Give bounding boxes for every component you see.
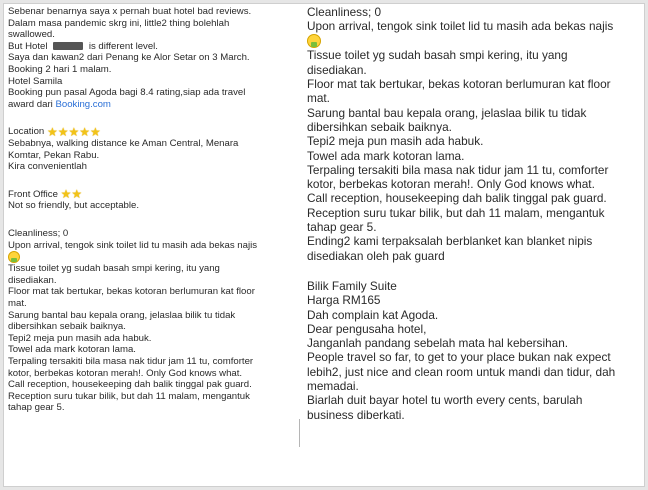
but-hotel-suffix: is different level. (88, 40, 158, 52)
suite-line: Janganlah pandang sebelah mata hal kebersihan. (307, 336, 569, 351)
suite-line: Biarlah duit bayar hotel tu worth every cents, barulah (307, 393, 583, 408)
star-icon: ★ (90, 124, 101, 139)
suite-line: Dear pengusaha hotel, (307, 321, 427, 336)
front-office-heading (8, 189, 294, 201)
front-office-label: Front Office (8, 188, 58, 200)
star-icon: ★ (68, 124, 80, 139)
location-stars (47, 126, 101, 137)
cleanliness-line: Reception suru tukar bilik, but dah 11 malam, mengantuk (307, 205, 605, 220)
cleanliness-line: Sarung bantal bau kepala orang, jelaslaa bilik tu tidak (307, 105, 587, 120)
cleanliness-line: Tissue toilet yg sudah basah smpi kering, itu yang (8, 263, 220, 275)
cleanliness-line: tahap gear 5. (307, 220, 377, 235)
suite-line: Bilik Family Suite (307, 278, 397, 293)
intro-line: swallowed. (8, 29, 55, 41)
award-line (8, 99, 294, 111)
trip-line: Booking pun pasal Agoda bagi 8.4 rating,siap ada travel (8, 87, 246, 99)
cleanliness-line: Reception suru tukar bilik, but dah 11 malam, mengantuk (8, 390, 250, 402)
front-office-text: Not so friendly, but acceptable. (8, 200, 140, 212)
cleanliness-line: Call reception, housekeeping dah balik tinggal pak guard. (8, 379, 252, 391)
suite-line: lebih2, just nice and clean room untuk mandi dan tidur, dah (307, 364, 616, 379)
suite-line: People travel so far, to get to your place bukan nak expect (307, 350, 611, 365)
cleanliness-line: disediakan oleh pak guard (307, 248, 445, 263)
cleanliness-line: Call reception, housekeeping dah balik tinggal pak guard. (307, 191, 607, 206)
star-icon: ★ (60, 187, 72, 202)
star-icon: ★ (71, 187, 83, 202)
suite-line: Harga RM165 (307, 293, 381, 308)
but-hotel-prefix: But Hotel (8, 40, 48, 52)
front-office-stars (61, 189, 83, 200)
intro-line: Sebenar benarnya saya x pernah buat hotel bad reviews. (8, 6, 252, 17)
cleanliness-line: Tissue toilet yg sudah basah smpi kering, itu yang (307, 48, 568, 63)
cleanliness-line: dibersihkan sebaik baiknya. (8, 321, 126, 333)
location-label: Location (8, 126, 45, 138)
cleanliness-heading: Cleanliness; 0 (8, 227, 69, 239)
column-divider (299, 419, 300, 447)
suite-line: business diberkati. (307, 407, 405, 422)
star-icon: ★ (79, 124, 91, 139)
cleanliness-line: Towel ada mark kotoran lama. (307, 148, 465, 163)
trip-line: Saya dan kawan2 dari Penang ke Alor Setar on 3 March. (8, 52, 250, 64)
right-column (307, 4, 640, 422)
cleanliness-line: disediakan. (307, 62, 367, 77)
cleanliness-line: Terpaling tersakiti bila masa nak tidur jam 11 tu, comforter (307, 162, 609, 177)
vomit-emoji-row (8, 251, 294, 263)
cleanliness-line: mat. (8, 298, 27, 309)
hotel-name-line (8, 41, 294, 53)
star-icon: ★ (46, 124, 58, 139)
nauseated-face-icon (8, 251, 20, 263)
intro-line: Dalam masa pandemic skrg ini, little2 thing bolehlah (8, 17, 230, 29)
cleanliness-line: Towel ada mark kotoran lama. (8, 344, 136, 356)
cleanliness-line: Tepi2 meja pun masih ada habuk. (307, 134, 484, 149)
redacted-block (53, 42, 83, 50)
cleanliness-line: Floor mat tak bertukar, bekas kotoran berlumuran kat floor (8, 286, 255, 298)
suite-line: Dah complain kat Agoda. (307, 307, 439, 322)
award-prefix: award dari (8, 98, 56, 110)
cleanliness-heading: Cleanliness; 0 (307, 5, 382, 19)
cleanliness-line: Tepi2 meja pun masih ada habuk. (8, 332, 152, 344)
cleanliness-line: mat. (307, 91, 330, 106)
cleanliness-line: dibersihkan sebaik baiknya. (307, 119, 452, 134)
nauseated-face-icon (307, 34, 321, 48)
cleanliness-arrival: Upon arrival, tengok sink toilet lid tu masih ada bekas najis (8, 239, 258, 251)
location-line: Sebabnya, walking distance ke Aman Central, Menara (8, 137, 239, 149)
cleanliness-arrival: Upon arrival, tengok sink toilet lid tu masih ada bekas najis (307, 19, 614, 34)
suite-line: memadai. (307, 379, 359, 394)
cleanliness-line: disediakan. (8, 274, 57, 286)
location-line: Komtar, Pekan Rabu. (8, 149, 100, 161)
left-column (8, 4, 294, 414)
cleanliness-line: Ending2 kami terpaksalah berblanket kan blanket nipis (307, 234, 593, 249)
location-heading (8, 126, 294, 138)
cleanliness-line: tahap gear 5. (8, 402, 65, 414)
booking-link[interactable]: Booking.com (55, 98, 111, 110)
cleanliness-line: Terpaling tersakiti bila masa nak tidur jam 11 tu, comforter (8, 355, 254, 367)
star-icon: ★ (57, 124, 69, 139)
trip-line: Hotel Samila (8, 75, 63, 87)
cleanliness-line: Floor mat tak bertukar, bekas kotoran berlumuran kat floor (307, 77, 611, 92)
cleanliness-line: kotor, berbekas kotoran merah!. Only God knows what. (8, 367, 243, 379)
location-line: Kira convenientlah (8, 161, 87, 173)
vomit-emoji-row (307, 34, 640, 49)
cleanliness-line: Sarung bantal bau kepala orang, jelaslaa bilik tu tidak (8, 309, 236, 321)
review-screenshot (3, 3, 645, 487)
cleanliness-line: kotor, berbekas kotoran merah!. Only God knows what. (307, 177, 595, 192)
trip-line: Booking 2 hari 1 malam. (8, 63, 112, 75)
